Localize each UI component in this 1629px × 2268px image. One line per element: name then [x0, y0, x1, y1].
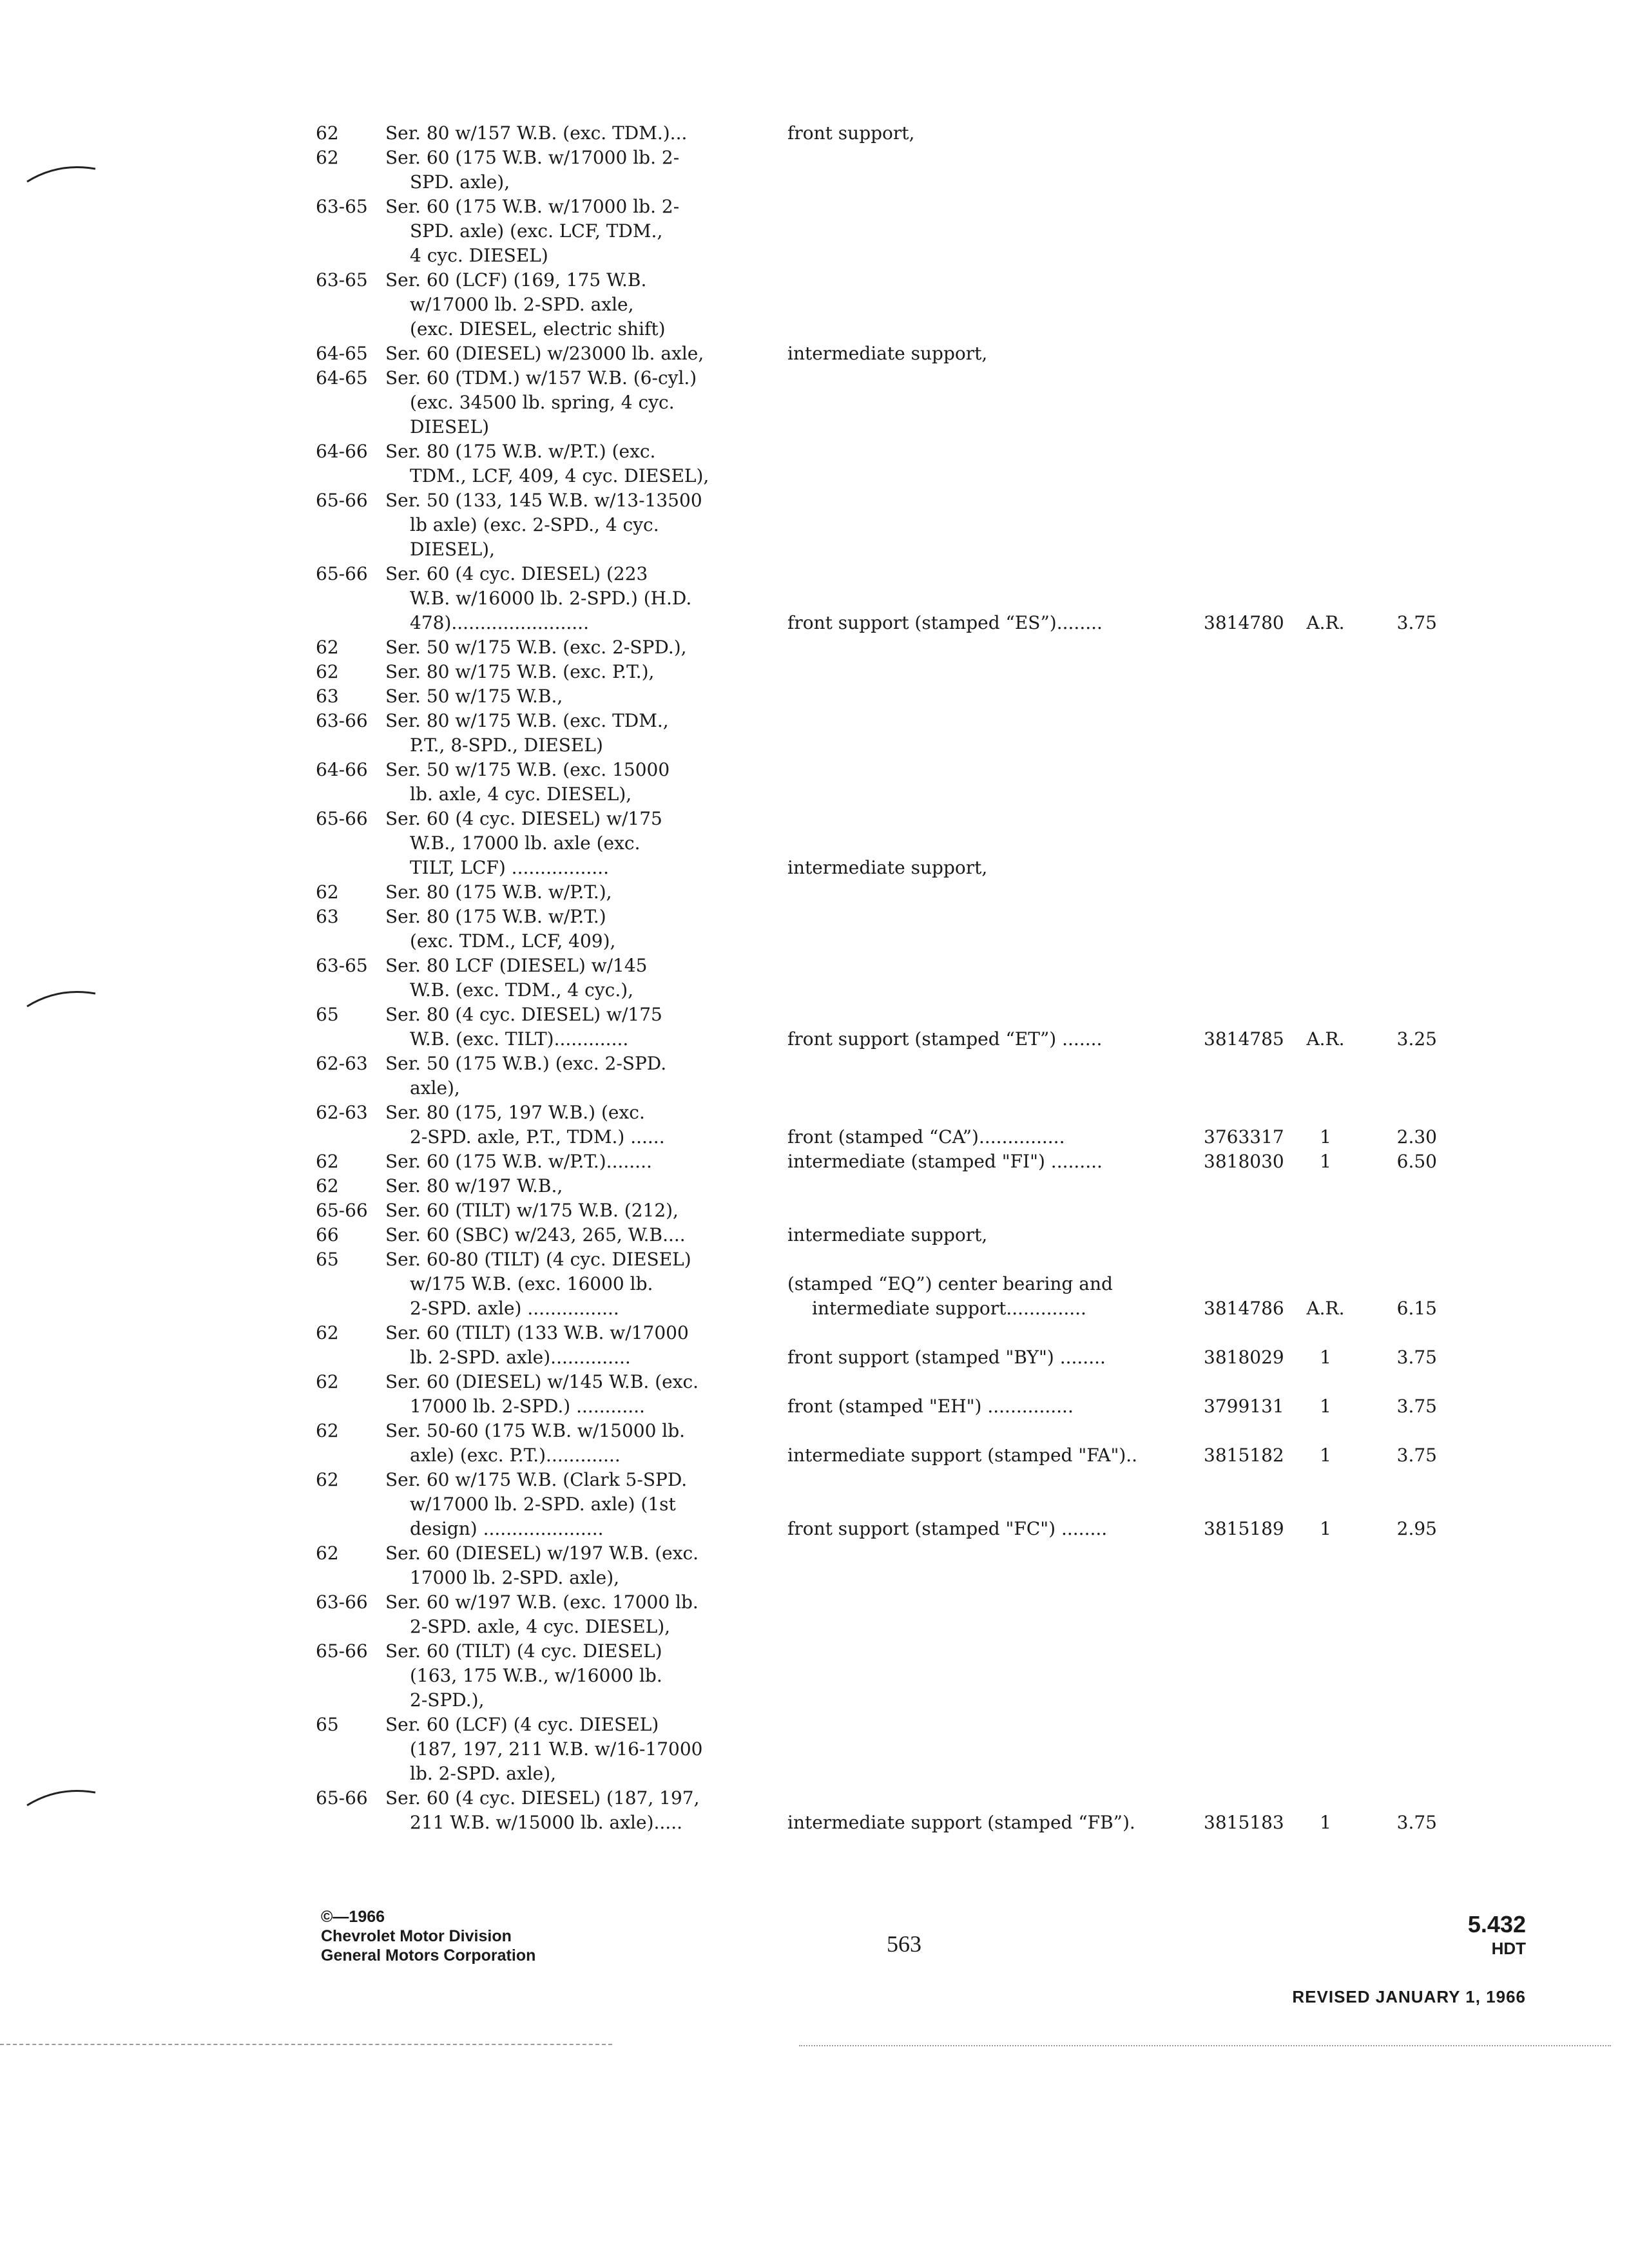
application-line: w/17000 lb. 2-SPD. axle,	[410, 294, 634, 315]
description-cell	[787, 1223, 1200, 1247]
description-cell	[787, 1345, 1200, 1370]
quantity: 1	[1320, 1126, 1331, 1148]
quantity: 1	[1320, 1812, 1331, 1833]
list-price: 3.25	[1396, 1028, 1437, 1050]
application-line: Ser. 80 w/157 W.B. (exc. TDM.)...	[385, 122, 688, 144]
application-cell	[385, 1590, 746, 1639]
application-line: lb. axle, 4 cyc. DIESEL),	[410, 783, 632, 805]
list-price: 2.95	[1396, 1518, 1437, 1539]
table-row	[0, 1370, 1629, 1419]
application-line: (163, 175 W.B., w/16000 lb.	[410, 1665, 662, 1686]
model-year: 62	[316, 637, 339, 658]
part-number: 3815182	[1204, 1445, 1284, 1466]
table-row	[0, 1639, 1629, 1713]
model-year: 64-66	[316, 441, 368, 462]
application-cell	[385, 268, 746, 341]
table-row	[0, 684, 1629, 709]
description-line: front support (stamped "BY") ........	[787, 1347, 1106, 1368]
description-line: front support,	[787, 122, 915, 144]
application-line: Ser. 60 (TDM.) w/157 W.B. (6-cyl.)	[385, 367, 697, 389]
part-number: 3815189	[1204, 1518, 1284, 1539]
description-cell	[787, 341, 1200, 366]
application-line: Ser. 60 (DIESEL) w/23000 lb. axle,	[385, 343, 704, 364]
application-cell	[385, 341, 746, 366]
application-cell	[385, 121, 746, 146]
application-line: Ser. 60 (SBC) w/243, 265, W.B....	[385, 1224, 686, 1245]
application-cell	[385, 1541, 746, 1590]
application-cell	[385, 1100, 746, 1149]
table-row	[0, 635, 1629, 660]
model-year: 62-63	[316, 1053, 368, 1074]
application-cell	[385, 1713, 746, 1786]
application-line: Ser. 50 (133, 145 W.B. w/13-13500	[385, 490, 702, 511]
application-line: W.B., 17000 lb. axle (exc.	[410, 832, 641, 854]
application-line: W.B. (exc. TDM., 4 cyc.),	[410, 979, 634, 1001]
model-year: 64-65	[316, 367, 368, 389]
binder-hole-mark	[26, 155, 97, 193]
application-line: Ser. 80 w/197 W.B.,	[385, 1175, 563, 1196]
model-year: 62	[316, 1151, 339, 1172]
model-year: 64-66	[316, 759, 368, 780]
application-line: DIESEL)	[410, 416, 490, 437]
table-row	[0, 1786, 1629, 1835]
application-cell	[385, 1639, 746, 1713]
model-year: 63-66	[316, 1591, 368, 1613]
model-year: 62	[316, 1469, 339, 1490]
quantity: A.R.	[1306, 1298, 1345, 1319]
application-line: Ser. 60-80 (TILT) (4 cyc. DIESEL)	[385, 1249, 691, 1270]
application-line: (187, 197, 211 W.B. w/16-17000	[410, 1738, 703, 1760]
application-cell	[385, 146, 746, 195]
part-number: 3763317	[1204, 1126, 1284, 1148]
application-cell	[385, 1247, 746, 1321]
application-line: w/175 W.B. (exc. 16000 lb.	[410, 1273, 653, 1294]
application-line: Ser. 60 (TILT) (4 cyc. DIESEL)	[385, 1640, 662, 1662]
list-price: 3.75	[1396, 612, 1437, 633]
application-cell	[385, 195, 746, 268]
part-number: 3799131	[1204, 1396, 1284, 1417]
application-line: (exc. TDM., LCF, 409),	[410, 930, 616, 952]
application-cell	[385, 880, 746, 905]
model-year: 62	[316, 1371, 339, 1392]
application-cell	[385, 758, 746, 807]
table-row	[0, 880, 1629, 905]
application-line: 2-SPD. axle) ................	[410, 1298, 619, 1319]
description-line: (stamped “EQ”) center bearing and	[787, 1273, 1113, 1294]
table-row	[0, 709, 1629, 758]
application-line: 2-SPD. axle, P.T., TDM.) ......	[410, 1126, 665, 1148]
list-price: 3.75	[1396, 1347, 1437, 1368]
application-line: Ser. 60 (175 W.B. w/P.T.)........	[385, 1151, 652, 1172]
table-row	[0, 1100, 1629, 1149]
table-row	[0, 1468, 1629, 1541]
part-number: 3818030	[1204, 1151, 1284, 1172]
application-cell	[385, 709, 746, 758]
application-line: 17000 lb. 2-SPD. axle),	[410, 1567, 620, 1588]
list-price: 2.30	[1396, 1126, 1437, 1148]
table-row	[0, 1174, 1629, 1198]
model-year: 63-65	[316, 955, 368, 976]
copyright-line: General Motors Corporation	[321, 1946, 536, 1965]
table-row	[0, 1713, 1629, 1786]
table-row	[0, 905, 1629, 954]
application-line: TDM., LCF, 409, 4 cyc. DIESEL),	[410, 465, 709, 486]
application-line: Ser. 60 (175 W.B. w/17000 lb. 2-	[385, 147, 680, 168]
description-line: intermediate (stamped "FI") .........	[787, 1151, 1103, 1172]
model-year: 65-66	[316, 1200, 368, 1221]
application-cell	[385, 439, 746, 488]
application-line: w/17000 lb. 2-SPD. axle) (1st	[410, 1494, 676, 1515]
application-cell	[385, 1786, 746, 1835]
application-line: 2-SPD.),	[410, 1689, 485, 1711]
table-row	[0, 1321, 1629, 1370]
application-cell	[385, 366, 746, 439]
model-year: 62	[316, 1322, 339, 1343]
application-line: TILT, LCF) .................	[410, 857, 609, 878]
bottom-rule-right	[799, 2045, 1611, 2046]
table-row	[0, 341, 1629, 366]
quantity: 1	[1320, 1396, 1331, 1417]
application-line: Ser. 60 (LCF) (4 cyc. DIESEL)	[385, 1714, 659, 1735]
model-year: 65	[316, 1004, 339, 1025]
part-number: 3814780	[1204, 612, 1284, 633]
application-line: SPD. axle),	[410, 171, 510, 193]
model-year: 62-63	[316, 1102, 368, 1123]
application-line: Ser. 50-60 (175 W.B. w/15000 lb.	[385, 1420, 686, 1441]
application-cell	[385, 1321, 746, 1370]
application-line: Ser. 50 (175 W.B.) (exc. 2-SPD.	[385, 1053, 667, 1074]
description-cell	[787, 1394, 1200, 1419]
table-row	[0, 1247, 1629, 1321]
section-number: 5.432	[1467, 1911, 1526, 1937]
list-price: 6.15	[1396, 1298, 1437, 1319]
model-year: 65	[316, 1249, 339, 1270]
application-line: SPD. axle) (exc. LCF, TDM.,	[410, 220, 663, 242]
model-year: 65-66	[316, 490, 368, 511]
application-line: Ser. 80 (175 W.B. w/P.T.),	[385, 881, 612, 903]
application-cell	[385, 1223, 746, 1247]
table-row	[0, 121, 1629, 146]
description-line: intermediate support,	[787, 857, 988, 878]
application-line: lb. 2-SPD. axle),	[410, 1763, 557, 1784]
application-cell	[385, 905, 746, 954]
description-line: front support (stamped "FC") ........	[787, 1518, 1108, 1539]
application-line: Ser. 50 w/175 W.B. (exc. 2-SPD.),	[385, 637, 687, 658]
model-year: 62	[316, 122, 339, 144]
quantity: 1	[1320, 1151, 1331, 1172]
model-year: 62	[316, 147, 339, 168]
application-cell	[385, 1174, 746, 1198]
table-row	[0, 1419, 1629, 1468]
description-cell	[787, 1125, 1200, 1149]
application-line: Ser. 80 (175, 197 W.B.) (exc.	[385, 1102, 645, 1123]
description-cell	[787, 1272, 1200, 1321]
model-year: 65	[316, 1714, 339, 1735]
table-row	[0, 488, 1629, 562]
table-row	[0, 1198, 1629, 1223]
table-row	[0, 954, 1629, 1003]
model-year: 63-66	[316, 710, 368, 731]
application-line: design) .....................	[410, 1518, 604, 1539]
application-line: 211 W.B. w/15000 lb. axle).....	[410, 1812, 682, 1833]
list-price: 3.75	[1396, 1396, 1437, 1417]
part-number: 3818029	[1204, 1347, 1284, 1368]
copyright-line: ©—1966	[321, 1908, 385, 1926]
table-row	[0, 660, 1629, 684]
section-code: HDT	[1491, 1939, 1526, 1958]
application-cell	[385, 807, 746, 880]
list-price: 6.50	[1396, 1151, 1437, 1172]
application-line: (exc. 34500 lb. spring, 4 cyc.	[410, 392, 675, 413]
application-line: Ser. 60 w/175 W.B. (Clark 5-SPD.	[385, 1469, 688, 1490]
description-cell	[787, 1517, 1200, 1541]
part-number: 3814785	[1204, 1028, 1284, 1050]
quantity: A.R.	[1306, 612, 1345, 633]
application-line: Ser. 60 (TILT) w/175 W.B. (212),	[385, 1200, 679, 1221]
table-row	[0, 439, 1629, 488]
application-line: axle) (exc. P.T.).............	[410, 1445, 621, 1466]
application-line: lb. 2-SPD. axle)..............	[410, 1347, 631, 1368]
model-year: 62	[316, 661, 339, 682]
description-cell	[787, 611, 1200, 635]
application-line: DIESEL),	[410, 539, 495, 560]
application-line: Ser. 60 (DIESEL) w/145 W.B. (exc.	[385, 1371, 699, 1392]
table-row	[0, 1003, 1629, 1052]
bottom-rule-left	[0, 2044, 612, 2045]
model-year: 65-66	[316, 808, 368, 829]
application-cell	[385, 1003, 746, 1052]
application-line: Ser. 60 (DIESEL) w/197 W.B. (exc.	[385, 1542, 699, 1564]
application-cell	[385, 1419, 746, 1468]
table-row	[0, 366, 1629, 439]
table-row	[0, 268, 1629, 341]
application-line: Ser. 60 (LCF) (169, 175 W.B.	[385, 269, 647, 291]
description-line: intermediate support (stamped “FB”).	[787, 1812, 1135, 1833]
list-price: 3.75	[1396, 1812, 1437, 1833]
application-line: 478)........................	[410, 612, 589, 633]
copyright-line: Chevrolet Motor Division	[321, 1927, 512, 1945]
description-cell	[787, 1149, 1200, 1174]
application-cell	[385, 1052, 746, 1100]
quantity: A.R.	[1306, 1028, 1345, 1050]
table-row	[0, 1590, 1629, 1639]
application-line: lb axle) (exc. 2-SPD., 4 cyc.	[410, 514, 659, 535]
table-row	[0, 146, 1629, 195]
application-cell	[385, 660, 746, 684]
model-year: 62	[316, 1542, 339, 1564]
application-cell	[385, 684, 746, 709]
revised-date: REVISED JANUARY 1, 1966	[1292, 1987, 1526, 2006]
binder-hole-mark	[26, 979, 97, 1018]
application-line: Ser. 60 (TILT) (133 W.B. w/17000	[385, 1322, 689, 1343]
list-price: 3.75	[1396, 1445, 1437, 1466]
table-row	[0, 1052, 1629, 1100]
part-number: 3814786	[1204, 1298, 1284, 1319]
model-year: 63	[316, 906, 339, 927]
quantity: 1	[1320, 1518, 1331, 1539]
application-cell	[385, 1198, 746, 1223]
application-line: (exc. DIESEL, electric shift)	[410, 318, 666, 340]
model-year: 65-66	[316, 1787, 368, 1809]
model-year: 63	[316, 686, 339, 707]
application-line: axle),	[410, 1077, 460, 1099]
model-year: 65-66	[316, 1640, 368, 1662]
description-line: front (stamped "EH") ...............	[787, 1396, 1074, 1417]
description-line: front support (stamped “ES”)........	[787, 612, 1103, 633]
part-number: 3815183	[1204, 1812, 1284, 1833]
description-cell	[787, 1443, 1200, 1468]
application-line: W.B. (exc. TILT).............	[410, 1028, 629, 1050]
application-line: Ser. 60 (175 W.B. w/17000 lb. 2-	[385, 196, 680, 217]
model-year: 63-65	[316, 269, 368, 291]
model-year: 62	[316, 881, 339, 903]
application-cell	[385, 562, 746, 635]
page-number: 563	[887, 1931, 921, 1957]
application-line: 2-SPD. axle, 4 cyc. DIESEL),	[410, 1616, 671, 1637]
application-line: P.T., 8-SPD., DIESEL)	[410, 735, 603, 756]
application-line: Ser. 60 (4 cyc. DIESEL) (187, 197,	[385, 1787, 700, 1809]
table-row	[0, 1223, 1629, 1247]
description-cell	[787, 1811, 1200, 1835]
application-cell	[385, 1149, 746, 1174]
table-row	[0, 195, 1629, 268]
model-year: 63-65	[316, 196, 368, 217]
table-row	[0, 758, 1629, 807]
description-cell	[787, 856, 1200, 880]
application-line: W.B. w/16000 lb. 2-SPD.) (H.D.	[410, 588, 692, 609]
model-year: 62	[316, 1420, 339, 1441]
table-row	[0, 807, 1629, 880]
description-line: intermediate support,	[787, 343, 988, 364]
table-row	[0, 1541, 1629, 1590]
application-line: Ser. 60 w/197 W.B. (exc. 17000 lb.	[385, 1591, 699, 1613]
application-cell	[385, 954, 746, 1003]
model-year: 64-65	[316, 343, 368, 364]
application-line: Ser. 80 (4 cyc. DIESEL) w/175	[385, 1004, 662, 1025]
model-year: 62	[316, 1175, 339, 1196]
section-block	[1468, 1911, 1526, 1959]
model-year: 65-66	[316, 563, 368, 584]
application-line: Ser. 50 w/175 W.B.,	[385, 686, 563, 707]
application-line: Ser. 80 w/175 W.B. (exc. P.T.),	[385, 661, 655, 682]
application-cell	[385, 1370, 746, 1419]
description-line: intermediate support (stamped "FA")..	[787, 1445, 1138, 1466]
model-year: 66	[316, 1224, 339, 1245]
copyright-block	[321, 1907, 535, 1965]
table-row	[0, 1149, 1629, 1174]
application-line: 4 cyc. DIESEL)	[410, 245, 548, 266]
quantity: 1	[1320, 1445, 1331, 1466]
application-line: Ser. 80 LCF (DIESEL) w/145	[385, 955, 648, 976]
application-cell	[385, 635, 746, 660]
table-row	[0, 562, 1629, 635]
application-cell	[385, 488, 746, 562]
binder-hole-mark	[26, 1778, 97, 1817]
application-line: 17000 lb. 2-SPD.) ............	[410, 1396, 645, 1417]
description-line: front (stamped “CA”)...............	[787, 1126, 1065, 1148]
description-line: intermediate support,	[787, 1224, 988, 1245]
application-cell	[385, 1468, 746, 1541]
quantity: 1	[1320, 1347, 1331, 1368]
application-line: Ser. 50 w/175 W.B. (exc. 15000	[385, 759, 670, 780]
description-line: front support (stamped “ET”) .......	[787, 1028, 1103, 1050]
application-line: Ser. 80 w/175 W.B. (exc. TDM.,	[385, 710, 669, 731]
application-line: Ser. 60 (4 cyc. DIESEL) w/175	[385, 808, 662, 829]
application-line: Ser. 60 (4 cyc. DIESEL) (223	[385, 563, 648, 584]
description-cell	[787, 121, 1200, 146]
application-line: Ser. 80 (175 W.B. w/P.T.)	[385, 906, 606, 927]
description-cell	[787, 1027, 1200, 1052]
description-line: intermediate support..............	[812, 1298, 1086, 1319]
application-line: Ser. 80 (175 W.B. w/P.T.) (exc.	[385, 441, 656, 462]
